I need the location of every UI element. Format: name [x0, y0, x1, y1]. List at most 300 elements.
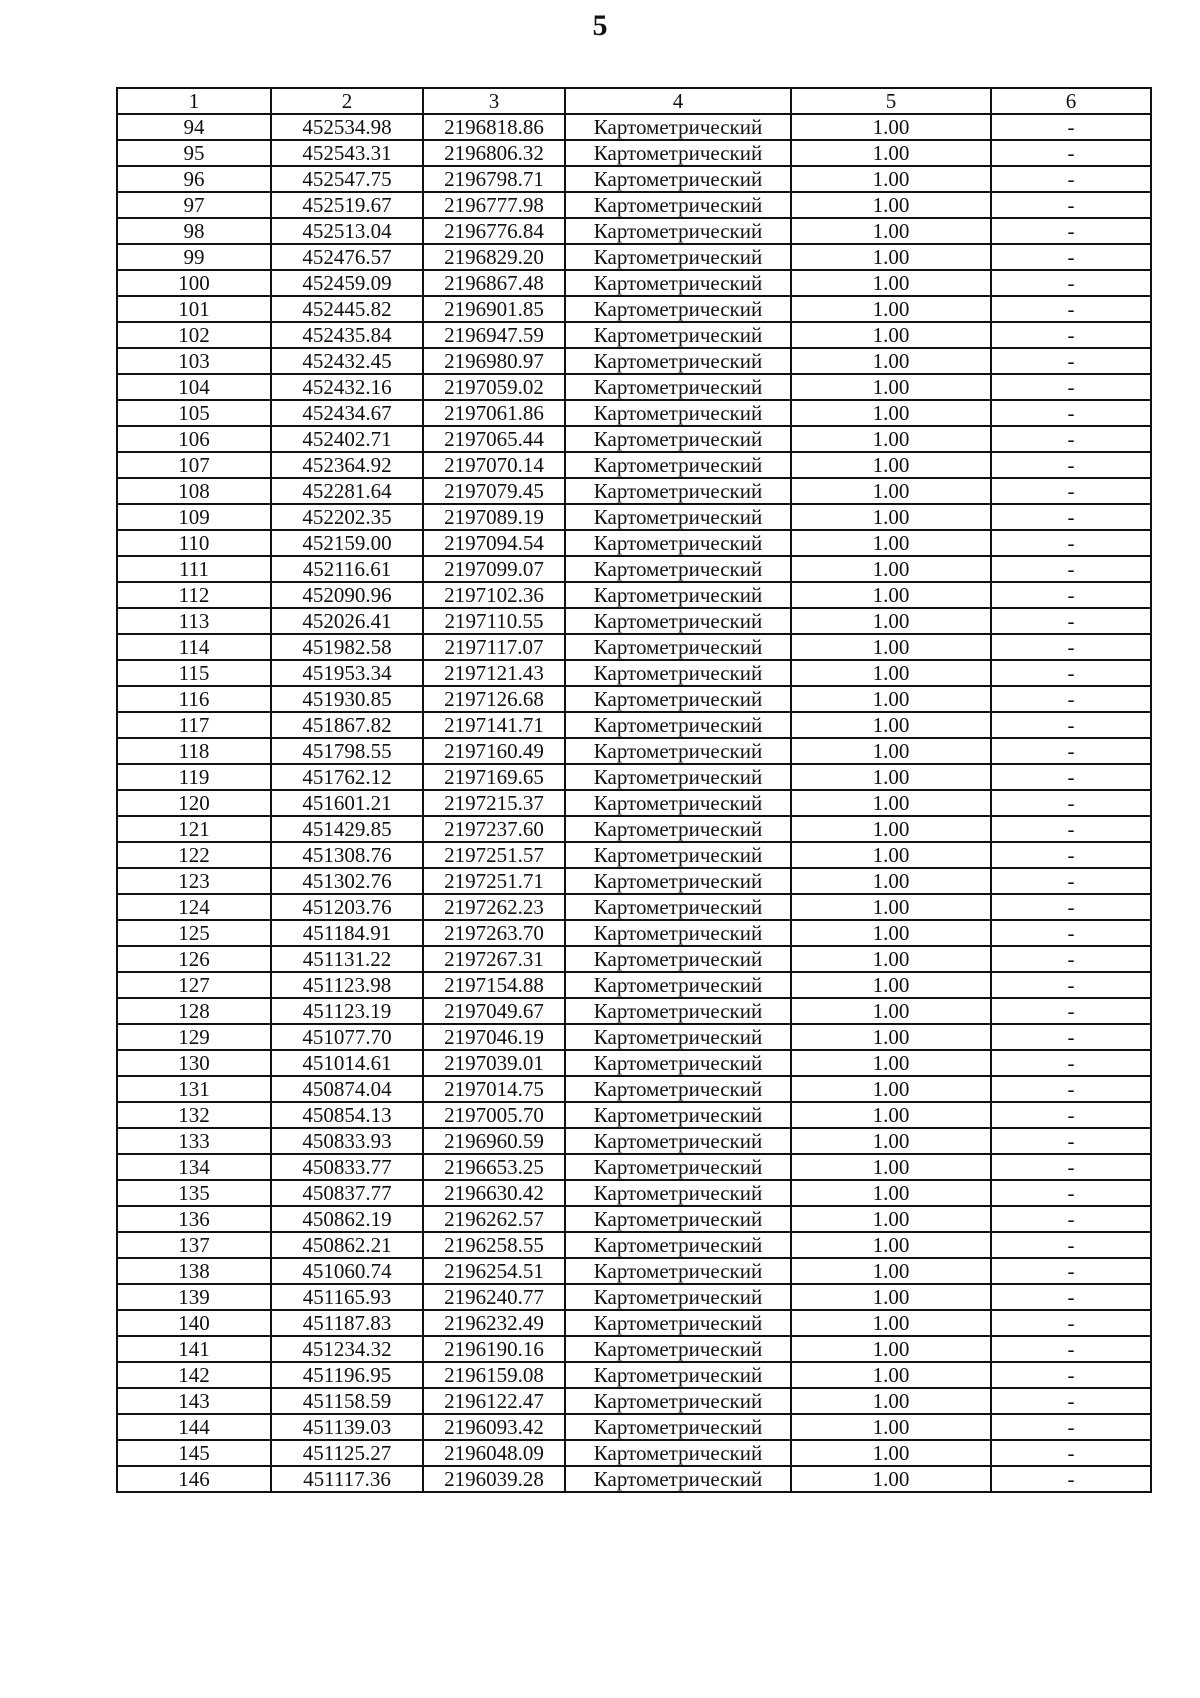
note-cell: -: [991, 1388, 1151, 1414]
method-cell: Картометрический: [565, 1128, 791, 1154]
accuracy-cell: 1.00: [791, 1284, 991, 1310]
point-number-cell: 131: [117, 1076, 271, 1102]
note-cell: -: [991, 1102, 1151, 1128]
accuracy-cell: 1.00: [791, 1050, 991, 1076]
accuracy-cell: 1.00: [791, 166, 991, 192]
table-header-row: [117, 88, 1151, 114]
column-header: 5: [791, 88, 991, 114]
x-coordinate-cell: 450874.04: [271, 1076, 423, 1102]
accuracy-cell: 1.00: [791, 400, 991, 426]
method-cell: Картометрический: [565, 270, 791, 296]
table-body: [117, 114, 1151, 1492]
accuracy-cell: 1.00: [791, 556, 991, 582]
accuracy-cell: 1.00: [791, 1258, 991, 1284]
column-header: 3: [423, 88, 565, 114]
y-coordinate-cell: 2197079.45: [423, 478, 565, 504]
y-coordinate-cell: 2197061.86: [423, 400, 565, 426]
note-cell: -: [991, 686, 1151, 712]
accuracy-cell: 1.00: [791, 244, 991, 270]
method-cell: Картометрический: [565, 660, 791, 686]
y-coordinate-cell: 2197160.49: [423, 738, 565, 764]
accuracy-cell: 1.00: [791, 114, 991, 140]
accuracy-cell: 1.00: [791, 1076, 991, 1102]
table-row: [117, 738, 1151, 764]
point-number-cell: 116: [117, 686, 271, 712]
x-coordinate-cell: 451867.82: [271, 712, 423, 738]
note-cell: -: [991, 764, 1151, 790]
accuracy-cell: 1.00: [791, 478, 991, 504]
method-cell: Картометрический: [565, 764, 791, 790]
x-coordinate-cell: 451187.83: [271, 1310, 423, 1336]
method-cell: Картометрический: [565, 218, 791, 244]
x-coordinate-cell: 452459.09: [271, 270, 423, 296]
accuracy-cell: 1.00: [791, 998, 991, 1024]
point-number-cell: 136: [117, 1206, 271, 1232]
accuracy-cell: 1.00: [791, 270, 991, 296]
accuracy-cell: 1.00: [791, 1440, 991, 1466]
x-coordinate-cell: 452026.41: [271, 608, 423, 634]
method-cell: Картометрический: [565, 400, 791, 426]
method-cell: Картометрический: [565, 946, 791, 972]
table-row: [117, 764, 1151, 790]
note-cell: -: [991, 322, 1151, 348]
x-coordinate-cell: 451798.55: [271, 738, 423, 764]
method-cell: Картометрический: [565, 478, 791, 504]
point-number-cell: 117: [117, 712, 271, 738]
y-coordinate-cell: 2196122.47: [423, 1388, 565, 1414]
method-cell: Картометрический: [565, 348, 791, 374]
x-coordinate-cell: 450837.77: [271, 1180, 423, 1206]
point-number-cell: 110: [117, 530, 271, 556]
point-number-cell: 102: [117, 322, 271, 348]
method-cell: Картометрический: [565, 1076, 791, 1102]
point-number-cell: 100: [117, 270, 271, 296]
x-coordinate-cell: 452364.92: [271, 452, 423, 478]
table-row: [117, 790, 1151, 816]
method-cell: Картометрический: [565, 1440, 791, 1466]
y-coordinate-cell: 2197141.71: [423, 712, 565, 738]
accuracy-cell: 1.00: [791, 1154, 991, 1180]
accuracy-cell: 1.00: [791, 1206, 991, 1232]
accuracy-cell: 1.00: [791, 582, 991, 608]
table-row: [117, 452, 1151, 478]
point-number-cell: 123: [117, 868, 271, 894]
point-number-cell: 114: [117, 634, 271, 660]
accuracy-cell: 1.00: [791, 1362, 991, 1388]
page-number: 5: [592, 9, 608, 42]
point-number-cell: 135: [117, 1180, 271, 1206]
point-number-cell: 96: [117, 166, 271, 192]
method-cell: Картометрический: [565, 244, 791, 270]
point-number-cell: 122: [117, 842, 271, 868]
table-row: [117, 1466, 1151, 1492]
note-cell: -: [991, 192, 1151, 218]
y-coordinate-cell: 2196048.09: [423, 1440, 565, 1466]
method-cell: Картометрический: [565, 868, 791, 894]
y-coordinate-cell: 2197049.67: [423, 998, 565, 1024]
table-row: [117, 1232, 1151, 1258]
coordinates-table: [116, 87, 1152, 1493]
point-number-cell: 111: [117, 556, 271, 582]
method-cell: Картометрический: [565, 894, 791, 920]
method-cell: Картометрический: [565, 1024, 791, 1050]
table-row: [117, 1206, 1151, 1232]
x-coordinate-cell: 451123.98: [271, 972, 423, 998]
table-row: [117, 608, 1151, 634]
accuracy-cell: 1.00: [791, 218, 991, 244]
x-coordinate-cell: 452432.45: [271, 348, 423, 374]
x-coordinate-cell: 452519.67: [271, 192, 423, 218]
x-coordinate-cell: 451234.32: [271, 1336, 423, 1362]
y-coordinate-cell: 2197117.07: [423, 634, 565, 660]
table-row: [117, 920, 1151, 946]
x-coordinate-cell: 451184.91: [271, 920, 423, 946]
method-cell: Картометрический: [565, 140, 791, 166]
method-cell: Картометрический: [565, 1388, 791, 1414]
y-coordinate-cell: 2197094.54: [423, 530, 565, 556]
y-coordinate-cell: 2196818.86: [423, 114, 565, 140]
method-cell: Картометрический: [565, 634, 791, 660]
accuracy-cell: 1.00: [791, 816, 991, 842]
table-row: [117, 296, 1151, 322]
y-coordinate-cell: 2196232.49: [423, 1310, 565, 1336]
accuracy-cell: 1.00: [791, 1310, 991, 1336]
point-number-cell: 119: [117, 764, 271, 790]
accuracy-cell: 1.00: [791, 920, 991, 946]
table-row: [117, 478, 1151, 504]
accuracy-cell: 1.00: [791, 504, 991, 530]
table-row: [117, 1258, 1151, 1284]
point-number-cell: 145: [117, 1440, 271, 1466]
note-cell: -: [991, 270, 1151, 296]
y-coordinate-cell: 2196262.57: [423, 1206, 565, 1232]
table-row: [117, 582, 1151, 608]
note-cell: -: [991, 296, 1151, 322]
y-coordinate-cell: 2196093.42: [423, 1414, 565, 1440]
table-row: [117, 1284, 1151, 1310]
accuracy-cell: 1.00: [791, 842, 991, 868]
table-row: [117, 348, 1151, 374]
point-number-cell: 99: [117, 244, 271, 270]
y-coordinate-cell: 2196258.55: [423, 1232, 565, 1258]
y-coordinate-cell: 2196777.98: [423, 192, 565, 218]
method-cell: Картометрический: [565, 1206, 791, 1232]
point-number-cell: 118: [117, 738, 271, 764]
note-cell: -: [991, 1258, 1151, 1284]
point-number-cell: 146: [117, 1466, 271, 1492]
table-row: [117, 192, 1151, 218]
y-coordinate-cell: 2197039.01: [423, 1050, 565, 1076]
x-coordinate-cell: 451077.70: [271, 1024, 423, 1050]
y-coordinate-cell: 2196806.32: [423, 140, 565, 166]
accuracy-cell: 1.00: [791, 868, 991, 894]
table-row: [117, 322, 1151, 348]
accuracy-cell: 1.00: [791, 348, 991, 374]
x-coordinate-cell: 452476.57: [271, 244, 423, 270]
x-coordinate-cell: 450833.77: [271, 1154, 423, 1180]
table-row: [117, 972, 1151, 998]
y-coordinate-cell: 2196980.97: [423, 348, 565, 374]
x-coordinate-cell: 452547.75: [271, 166, 423, 192]
accuracy-cell: 1.00: [791, 296, 991, 322]
x-coordinate-cell: 451302.76: [271, 868, 423, 894]
x-coordinate-cell: 451930.85: [271, 686, 423, 712]
note-cell: -: [991, 400, 1151, 426]
accuracy-cell: 1.00: [791, 1336, 991, 1362]
accuracy-cell: 1.00: [791, 686, 991, 712]
table-row: [117, 998, 1151, 1024]
x-coordinate-cell: 451060.74: [271, 1258, 423, 1284]
table-row: [117, 374, 1151, 400]
x-coordinate-cell: 452402.71: [271, 426, 423, 452]
note-cell: -: [991, 920, 1151, 946]
method-cell: Картометрический: [565, 452, 791, 478]
note-cell: -: [991, 530, 1151, 556]
x-coordinate-cell: 452281.64: [271, 478, 423, 504]
note-cell: -: [991, 218, 1151, 244]
y-coordinate-cell: 2196867.48: [423, 270, 565, 296]
accuracy-cell: 1.00: [791, 374, 991, 400]
x-coordinate-cell: 451117.36: [271, 1466, 423, 1492]
point-number-cell: 140: [117, 1310, 271, 1336]
note-cell: -: [991, 452, 1151, 478]
note-cell: -: [991, 140, 1151, 166]
x-coordinate-cell: 452202.35: [271, 504, 423, 530]
column-header: 6: [991, 88, 1151, 114]
method-cell: Картометрический: [565, 166, 791, 192]
x-coordinate-cell: 451982.58: [271, 634, 423, 660]
table-row: [117, 556, 1151, 582]
table-row: [117, 634, 1151, 660]
table-row: [117, 1180, 1151, 1206]
note-cell: -: [991, 1440, 1151, 1466]
column-header: 2: [271, 88, 423, 114]
point-number-cell: 106: [117, 426, 271, 452]
y-coordinate-cell: 2196947.59: [423, 322, 565, 348]
accuracy-cell: 1.00: [791, 972, 991, 998]
table-row: [117, 816, 1151, 842]
x-coordinate-cell: 452090.96: [271, 582, 423, 608]
accuracy-cell: 1.00: [791, 1466, 991, 1492]
accuracy-cell: 1.00: [791, 530, 991, 556]
note-cell: -: [991, 1128, 1151, 1154]
note-cell: -: [991, 634, 1151, 660]
point-number-cell: 141: [117, 1336, 271, 1362]
y-coordinate-cell: 2197262.23: [423, 894, 565, 920]
note-cell: -: [991, 608, 1151, 634]
table-row: [117, 114, 1151, 140]
accuracy-cell: 1.00: [791, 946, 991, 972]
x-coordinate-cell: 452432.16: [271, 374, 423, 400]
method-cell: Картометрический: [565, 426, 791, 452]
y-coordinate-cell: 2197099.07: [423, 556, 565, 582]
point-number-cell: 138: [117, 1258, 271, 1284]
point-number-cell: 104: [117, 374, 271, 400]
x-coordinate-cell: 452513.04: [271, 218, 423, 244]
point-number-cell: 127: [117, 972, 271, 998]
table-row: [117, 1154, 1151, 1180]
x-coordinate-cell: 452116.61: [271, 556, 423, 582]
method-cell: Картометрический: [565, 738, 791, 764]
table-row: [117, 868, 1151, 894]
column-header: 1: [117, 88, 271, 114]
y-coordinate-cell: 2197251.71: [423, 868, 565, 894]
y-coordinate-cell: 2197110.55: [423, 608, 565, 634]
accuracy-cell: 1.00: [791, 1388, 991, 1414]
accuracy-cell: 1.00: [791, 322, 991, 348]
y-coordinate-cell: 2197237.60: [423, 816, 565, 842]
accuracy-cell: 1.00: [791, 1128, 991, 1154]
accuracy-cell: 1.00: [791, 1024, 991, 1050]
method-cell: Картометрический: [565, 686, 791, 712]
point-number-cell: 143: [117, 1388, 271, 1414]
x-coordinate-cell: 452434.67: [271, 400, 423, 426]
table-row: [117, 1076, 1151, 1102]
method-cell: Картометрический: [565, 114, 791, 140]
point-number-cell: 115: [117, 660, 271, 686]
point-number-cell: 134: [117, 1154, 271, 1180]
point-number-cell: 108: [117, 478, 271, 504]
table-row: [117, 1050, 1151, 1076]
y-coordinate-cell: 2197263.70: [423, 920, 565, 946]
x-coordinate-cell: 451125.27: [271, 1440, 423, 1466]
x-coordinate-cell: 451014.61: [271, 1050, 423, 1076]
x-coordinate-cell: 452543.31: [271, 140, 423, 166]
table-row: [117, 712, 1151, 738]
point-number-cell: 129: [117, 1024, 271, 1050]
method-cell: Картометрический: [565, 556, 791, 582]
accuracy-cell: 1.00: [791, 764, 991, 790]
note-cell: -: [991, 842, 1151, 868]
y-coordinate-cell: 2196798.71: [423, 166, 565, 192]
note-cell: -: [991, 1362, 1151, 1388]
point-number-cell: 126: [117, 946, 271, 972]
note-cell: -: [991, 504, 1151, 530]
point-number-cell: 132: [117, 1102, 271, 1128]
note-cell: -: [991, 166, 1151, 192]
table-row: [117, 140, 1151, 166]
table-row: [117, 1440, 1151, 1466]
method-cell: Картометрический: [565, 712, 791, 738]
accuracy-cell: 1.00: [791, 140, 991, 166]
y-coordinate-cell: 2196190.16: [423, 1336, 565, 1362]
x-coordinate-cell: 451203.76: [271, 894, 423, 920]
method-cell: Картометрический: [565, 192, 791, 218]
table-row: [117, 1414, 1151, 1440]
method-cell: Картометрический: [565, 842, 791, 868]
table-row: [117, 400, 1151, 426]
y-coordinate-cell: 2196039.28: [423, 1466, 565, 1492]
accuracy-cell: 1.00: [791, 634, 991, 660]
note-cell: -: [991, 1206, 1151, 1232]
point-number-cell: 109: [117, 504, 271, 530]
method-cell: Картометрический: [565, 1284, 791, 1310]
note-cell: -: [991, 894, 1151, 920]
y-coordinate-cell: 2197059.02: [423, 374, 565, 400]
x-coordinate-cell: 450833.93: [271, 1128, 423, 1154]
accuracy-cell: 1.00: [791, 712, 991, 738]
point-number-cell: 121: [117, 816, 271, 842]
method-cell: Картометрический: [565, 920, 791, 946]
note-cell: -: [991, 244, 1151, 270]
method-cell: Картометрический: [565, 1362, 791, 1388]
y-coordinate-cell: 2197121.43: [423, 660, 565, 686]
note-cell: -: [991, 556, 1151, 582]
y-coordinate-cell: 2197215.37: [423, 790, 565, 816]
point-number-cell: 128: [117, 998, 271, 1024]
point-number-cell: 144: [117, 1414, 271, 1440]
x-coordinate-cell: 452534.98: [271, 114, 423, 140]
note-cell: -: [991, 998, 1151, 1024]
x-coordinate-cell: 451158.59: [271, 1388, 423, 1414]
point-number-cell: 113: [117, 608, 271, 634]
y-coordinate-cell: 2196653.25: [423, 1154, 565, 1180]
point-number-cell: 120: [117, 790, 271, 816]
table-row: [117, 1310, 1151, 1336]
method-cell: Картометрический: [565, 1232, 791, 1258]
point-number-cell: 142: [117, 1362, 271, 1388]
method-cell: Картометрический: [565, 1310, 791, 1336]
point-number-cell: 133: [117, 1128, 271, 1154]
accuracy-cell: 1.00: [791, 894, 991, 920]
y-coordinate-cell: 2197005.70: [423, 1102, 565, 1128]
accuracy-cell: 1.00: [791, 1414, 991, 1440]
x-coordinate-cell: 451762.12: [271, 764, 423, 790]
table-row: [117, 504, 1151, 530]
y-coordinate-cell: 2197169.65: [423, 764, 565, 790]
y-coordinate-cell: 2196960.59: [423, 1128, 565, 1154]
method-cell: Картометрический: [565, 1050, 791, 1076]
note-cell: -: [991, 660, 1151, 686]
note-cell: -: [991, 972, 1151, 998]
table-row: [117, 894, 1151, 920]
note-cell: -: [991, 738, 1151, 764]
accuracy-cell: 1.00: [791, 1232, 991, 1258]
table-row: [117, 1336, 1151, 1362]
method-cell: Картометрический: [565, 1258, 791, 1284]
point-number-cell: 112: [117, 582, 271, 608]
note-cell: -: [991, 1414, 1151, 1440]
table-row: [117, 946, 1151, 972]
table-row: [117, 166, 1151, 192]
table-row: [117, 270, 1151, 296]
point-number-cell: 130: [117, 1050, 271, 1076]
y-coordinate-cell: 2196901.85: [423, 296, 565, 322]
table-row: [117, 218, 1151, 244]
accuracy-cell: 1.00: [791, 608, 991, 634]
note-cell: -: [991, 1466, 1151, 1492]
table-row: [117, 1024, 1151, 1050]
note-cell: -: [991, 114, 1151, 140]
note-cell: -: [991, 712, 1151, 738]
method-cell: Картометрический: [565, 504, 791, 530]
x-coordinate-cell: 451139.03: [271, 1414, 423, 1440]
y-coordinate-cell: 2196776.84: [423, 218, 565, 244]
point-number-cell: 107: [117, 452, 271, 478]
x-coordinate-cell: 451601.21: [271, 790, 423, 816]
note-cell: -: [991, 426, 1151, 452]
note-cell: -: [991, 1076, 1151, 1102]
point-number-cell: 101: [117, 296, 271, 322]
method-cell: Картометрический: [565, 1414, 791, 1440]
y-coordinate-cell: 2197070.14: [423, 452, 565, 478]
note-cell: -: [991, 348, 1151, 374]
method-cell: Картометрический: [565, 972, 791, 998]
column-header: 4: [565, 88, 791, 114]
method-cell: Картометрический: [565, 582, 791, 608]
note-cell: -: [991, 478, 1151, 504]
table-row: [117, 244, 1151, 270]
